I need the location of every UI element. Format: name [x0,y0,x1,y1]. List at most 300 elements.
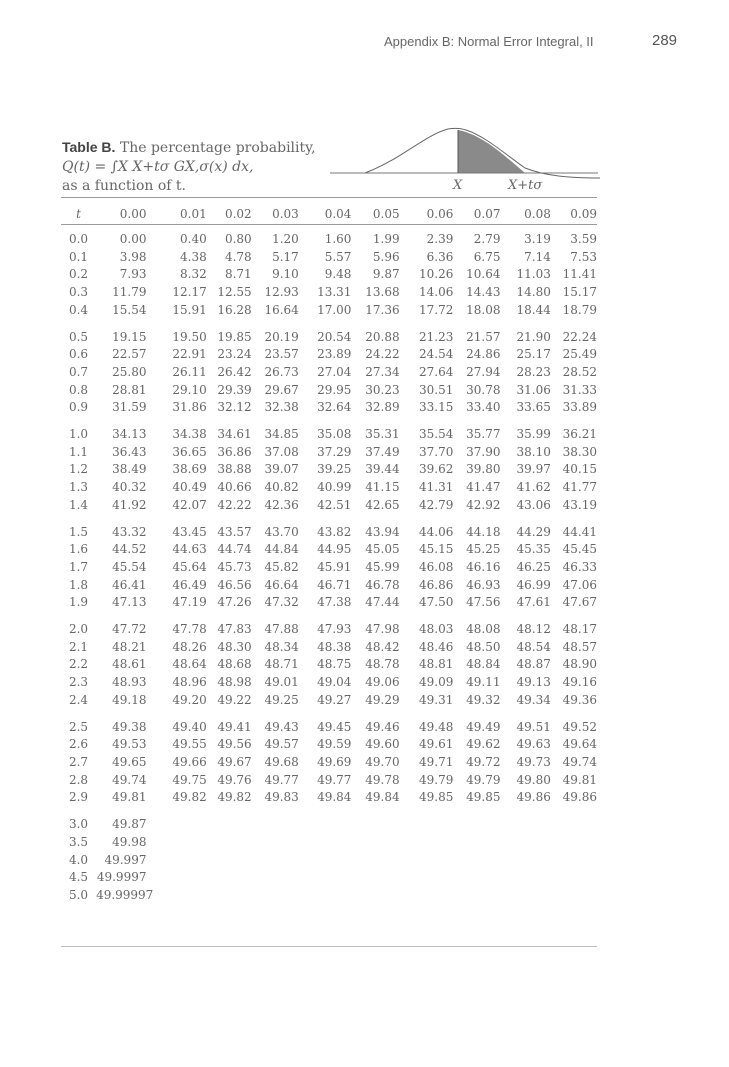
probability-cell: 44.29 [516,524,551,539]
column-header: 0.03 [272,207,299,221]
probability-cell: 46.86 [418,577,454,592]
table-row [61,479,597,497]
t-value: 4.5 [68,870,89,885]
t-value: 1.6 [68,542,89,557]
probability-cell: 49.76 [217,772,252,787]
column-header-t: t [76,207,81,221]
column-header: 0.02 [224,207,252,221]
probability-cell: 5.17 [272,249,299,264]
probability-cell: 48.61 [112,657,147,672]
probability-cell: 0.00 [119,232,147,246]
probability-cell: 49.55 [172,737,207,752]
t-value: 0.6 [68,347,89,362]
empty-cell [252,852,299,870]
empty-cell [500,807,550,834]
probability-cell: 37.29 [317,444,352,459]
probability-cell: 48.34 [264,639,299,654]
running-head: Appendix B: Normal Error Integral, II [384,34,594,49]
empty-cell [500,834,550,852]
empty-cell [252,834,299,852]
t-value: 1.5 [68,524,89,539]
probability-cell: 47.98 [365,622,400,637]
probability-cell: 27.34 [365,364,400,379]
column-header-row [61,204,597,225]
probability-cell: 14.80 [516,285,551,300]
probability-cell: 36.43 [112,444,147,459]
page-header [0,34,729,54]
table-caption [62,138,332,196]
probability-cell: 24.86 [466,347,501,362]
table-row [61,559,597,577]
empty-cell [453,807,500,834]
probability-cell: 7.53 [570,249,597,264]
probability-cell: 37.90 [466,444,501,459]
probability-cell: 49.82 [172,790,207,805]
t-value: 1.8 [68,577,89,592]
t-value: 2.4 [68,692,89,707]
probability-cell: 47.44 [365,595,400,610]
probability-cell: 23.24 [217,347,252,362]
probability-cell: 17.00 [317,302,352,317]
probability-cell: 38.88 [217,462,252,477]
t-value: 2.7 [68,754,89,769]
probability-cell: 45.91 [317,559,352,574]
empty-cell [146,807,206,834]
empty-cell [400,869,454,887]
t-value: 0.8 [68,382,89,397]
probability-cell: 32.89 [365,400,400,415]
probability-cell: 40.15 [562,462,597,477]
probability-cell: 39.80 [466,462,501,477]
probability-cell: 27.64 [418,364,454,379]
t-value: 2.0 [68,622,89,637]
table-row [61,444,597,462]
empty-cell [146,852,206,870]
probability-cell: 1.20 [272,232,299,246]
probability-cell: 43.19 [562,497,597,512]
probability-cell: 38.10 [516,444,551,459]
probability-cell: 2.39 [426,232,454,246]
probability-table [61,204,597,905]
table-body [61,225,597,905]
label-x-plus-t-sigma: X+tσ [508,178,543,193]
probability-cell: 15.54 [112,302,147,317]
empty-cell [500,852,550,870]
probability-cell: 49.99997 [96,887,154,902]
probability-cell: 49.84 [365,790,400,805]
probability-cell: 49.20 [172,692,207,707]
probability-cell: 49.45 [317,719,352,734]
probability-cell: 48.54 [516,639,551,654]
column-header: 0.04 [324,207,352,221]
probability-cell: 41.92 [112,497,147,512]
t-value: 1.3 [68,480,89,495]
probability-cell: 1.99 [372,232,400,246]
probability-cell: 41.62 [516,480,551,495]
probability-cell: 39.62 [418,462,454,477]
probability-cell: 43.70 [264,524,299,539]
probability-cell: 48.26 [172,639,207,654]
probability-cell: 48.78 [365,657,400,672]
probability-cell: 46.49 [172,577,207,592]
probability-cell: 32.12 [217,400,252,415]
empty-cell [146,834,206,852]
t-value: 2.1 [68,639,89,654]
probability-cell: 45.05 [365,542,400,557]
probability-cell: 43.32 [112,524,147,539]
probability-cell: 46.33 [562,559,597,574]
probability-cell: 49.74 [112,772,147,787]
probability-cell: 49.59 [317,737,352,752]
table-row [61,382,597,400]
probability-cell: 49.25 [264,692,299,707]
t-value: 0.2 [68,267,89,282]
probability-cell: 49.86 [562,790,597,805]
probability-cell: 49.75 [172,772,207,787]
probability-cell: 49.65 [112,754,147,769]
probability-cell: 33.89 [562,400,597,415]
probability-cell: 47.32 [264,595,299,610]
probability-cell: 36.21 [562,427,597,442]
probability-cell: 45.73 [217,559,252,574]
caption-label: Table B. [62,139,116,155]
column-header: 0.01 [180,207,207,221]
probability-cell: 25.49 [562,347,597,362]
probability-cell: 49.69 [317,754,352,769]
probability-cell: 49.27 [317,692,352,707]
table-row [61,772,597,790]
table-row [61,789,597,807]
probability-cell: 48.71 [264,657,299,672]
probability-cell: 32.64 [317,400,352,415]
probability-cell: 20.19 [264,329,299,344]
table-row [61,807,597,834]
t-value: 2.3 [68,675,89,690]
probability-cell: 49.82 [217,790,252,805]
probability-cell: 45.54 [112,559,147,574]
probability-cell: 49.81 [112,790,147,805]
probability-cell: 34.38 [172,427,207,442]
table-row [61,541,597,559]
probability-cell: 49.16 [562,675,597,690]
table-row [61,302,597,320]
probability-cell: 40.66 [217,480,252,495]
probability-cell: 47.93 [317,622,352,637]
probability-cell: 49.72 [466,754,501,769]
probability-cell: 49.53 [112,737,147,752]
probability-cell: 48.50 [466,639,501,654]
probability-cell: 49.29 [365,692,400,707]
table-row [61,887,597,905]
probability-cell: 21.90 [516,329,551,344]
probability-cell: 49.06 [365,675,400,690]
probability-cell: 46.93 [466,577,501,592]
probability-cell: 46.41 [112,577,147,592]
page-number: 289 [652,32,678,49]
probability-cell: 42.92 [466,497,501,512]
probability-cell: 33.65 [516,400,551,415]
probability-cell: 44.06 [418,524,454,539]
probability-cell: 45.35 [516,542,551,557]
probability-cell: 32.38 [264,400,299,415]
probability-cell: 47.06 [562,577,597,592]
empty-cell [500,887,550,905]
probability-cell: 28.52 [562,364,597,379]
probability-cell: 49.61 [418,737,454,752]
probability-cell: 49.18 [112,692,147,707]
probability-cell: 49.997 [104,852,147,867]
table-row [61,656,597,674]
probability-cell: 47.61 [516,595,551,610]
empty-cell [299,869,352,887]
column-header: 0.07 [473,207,501,221]
probability-cell: 49.60 [365,737,400,752]
probability-cell: 49.62 [466,737,501,752]
probability-cell: 23.89 [317,347,352,362]
probability-cell: 49.78 [365,772,400,787]
probability-cell: 29.10 [172,382,207,397]
empty-cell [146,869,206,887]
probability-cell: 39.25 [317,462,352,477]
probability-cell: 12.55 [217,285,252,300]
probability-cell: 38.30 [562,444,597,459]
t-value: 2.6 [68,737,89,752]
table-row [61,692,597,710]
t-value: 2.9 [68,790,89,805]
column-header: 0.00 [119,207,147,221]
caption-line-3: as a function of t. [62,178,186,194]
probability-cell: 49.09 [418,675,454,690]
caption-formula: Q(t) = ∫X X+tσ GX,σ(x) dx, [62,159,254,175]
probability-cell: 4.78 [224,249,252,264]
probability-cell: 49.85 [418,790,454,805]
probability-cell: 48.64 [172,657,207,672]
t-value: 0.7 [68,364,89,379]
probability-cell: 42.51 [317,497,352,512]
empty-cell [351,834,399,852]
probability-cell: 49.48 [418,719,454,734]
probability-cell: 31.86 [172,400,207,415]
probability-cell: 37.70 [418,444,454,459]
table-row [61,639,597,657]
probability-cell: 22.91 [172,347,207,362]
probability-cell: 17.36 [365,302,400,317]
t-value: 4.0 [68,852,89,867]
probability-cell: 25.17 [516,347,551,362]
probability-cell: 48.93 [112,675,147,690]
empty-cell [252,887,299,905]
empty-cell [551,834,597,852]
probability-cell: 49.74 [562,754,597,769]
probability-cell: 49.32 [466,692,501,707]
probability-cell: 26.42 [217,364,252,379]
probability-cell: 23.57 [264,347,299,362]
probability-cell: 49.87 [112,817,147,832]
probability-cell: 34.85 [264,427,299,442]
probability-cell: 41.15 [365,480,400,495]
table-row [61,461,597,479]
probability-cell: 47.56 [466,595,501,610]
probability-cell: 44.18 [466,524,501,539]
t-value: 0.3 [68,285,89,300]
table-row [61,594,597,612]
probability-cell: 45.64 [172,559,207,574]
probability-cell: 40.82 [264,480,299,495]
empty-cell [146,887,206,905]
table-row [61,284,597,302]
probability-cell: 47.72 [112,622,147,637]
probability-cell: 43.06 [516,497,551,512]
probability-cell: 49.04 [317,675,352,690]
probability-cell: 47.67 [562,595,597,610]
probability-cell: 49.13 [516,675,551,690]
probability-cell: 48.12 [516,622,551,637]
t-value: 0.4 [68,302,89,317]
probability-cell: 33.40 [466,400,501,415]
probability-cell: 48.68 [217,657,252,672]
top-rule [61,197,597,198]
empty-cell [207,887,252,905]
probability-cell: 49.86 [516,790,551,805]
probability-cell: 11.79 [112,285,147,300]
t-value: 3.5 [68,834,89,849]
empty-cell [351,869,399,887]
probability-cell: 27.94 [466,364,501,379]
empty-cell [299,834,352,852]
probability-cell: 49.83 [264,790,299,805]
probability-cell: 49.31 [418,692,454,707]
probability-cell: 0.80 [224,232,252,246]
probability-cell: 48.87 [516,657,551,672]
probability-cell: 47.50 [418,595,454,610]
table-header [61,204,597,225]
t-value: 0.9 [68,400,89,415]
empty-cell [207,834,252,852]
probability-cell: 22.24 [562,329,597,344]
probability-cell: 48.30 [217,639,252,654]
probability-cell: 39.44 [365,462,400,477]
caption-line-1 [62,138,332,158]
probability-cell: 49.68 [264,754,299,769]
probability-cell: 48.84 [466,657,501,672]
probability-cell: 10.64 [466,267,501,282]
table-row [61,249,597,267]
probability-cell: 48.90 [562,657,597,672]
probability-cell: 41.77 [562,480,597,495]
probability-cell: 13.31 [317,285,352,300]
probability-cell: 49.79 [466,772,501,787]
t-value: 2.5 [68,719,89,734]
probability-cell: 29.67 [264,382,299,397]
probability-cell: 49.46 [365,719,400,734]
table-row [61,869,597,887]
table-row [61,612,597,639]
probability-cell: 46.08 [418,559,454,574]
probability-cell: 43.82 [317,524,352,539]
table-row [61,225,597,249]
probability-cell: 49.66 [172,754,207,769]
normal-curve-diagram [320,110,610,185]
probability-cell: 20.88 [365,329,400,344]
probability-cell: 49.80 [516,772,551,787]
probability-cell: 17.72 [418,302,454,317]
probability-cell: 49.52 [562,719,597,734]
probability-cell: 49.01 [264,675,299,690]
probability-cell: 49.77 [264,772,299,787]
probability-cell: 49.38 [112,719,147,734]
probability-cell: 47.26 [217,595,252,610]
probability-cell: 48.46 [418,639,454,654]
probability-cell: 22.57 [112,347,147,362]
t-value: 0.1 [68,249,89,264]
table-row [61,364,597,382]
probability-cell: 43.57 [217,524,252,539]
probability-cell: 47.83 [217,622,252,637]
probability-cell: 7.14 [524,249,551,264]
probability-cell: 40.32 [112,480,147,495]
table-row [61,515,597,542]
empty-cell [400,807,454,834]
empty-cell [453,834,500,852]
label-x: X [453,178,463,193]
probability-cell: 44.63 [172,542,207,557]
probability-cell: 49.9997 [96,870,147,885]
probability-cell: 38.69 [172,462,207,477]
probability-cell: 21.23 [418,329,454,344]
empty-cell [453,887,500,905]
probability-cell: 14.06 [418,285,454,300]
probability-cell: 45.45 [562,542,597,557]
empty-cell [400,887,454,905]
probability-cell: 49.34 [516,692,551,707]
probability-cell: 49.73 [516,754,551,769]
empty-cell [351,807,399,834]
empty-cell [252,869,299,887]
probability-cell: 48.08 [466,622,501,637]
probability-cell: 20.54 [317,329,352,344]
probability-cell: 39.97 [516,462,551,477]
probability-cell: 46.99 [516,577,551,592]
probability-cell: 44.74 [217,542,252,557]
column-header: 0.08 [524,207,551,221]
probability-cell: 9.48 [324,267,352,282]
probability-cell: 31.06 [516,382,551,397]
table-row [61,346,597,364]
probability-cell: 0.40 [180,232,207,246]
column-header: 0.06 [426,207,454,221]
empty-cell [551,887,597,905]
probability-cell: 7.93 [119,267,147,282]
empty-cell [453,869,500,887]
probability-cell: 2.79 [473,232,501,246]
probability-cell: 14.43 [466,285,501,300]
probability-cell: 47.88 [264,622,299,637]
probability-cell: 43.94 [365,524,400,539]
probability-cell: 46.64 [264,577,299,592]
probability-cell: 47.38 [317,595,352,610]
probability-cell: 37.49 [365,444,400,459]
probability-cell: 8.71 [224,267,252,282]
probability-cell: 12.17 [172,285,207,300]
t-value: 2.8 [68,772,89,787]
probability-cell: 16.64 [264,302,299,317]
t-value: 0.5 [68,329,89,344]
probability-cell: 26.73 [264,364,299,379]
bottom-rule [61,946,597,947]
probability-cell: 4.38 [180,249,207,264]
table-row [61,852,597,870]
probability-cell: 49.77 [317,772,352,787]
